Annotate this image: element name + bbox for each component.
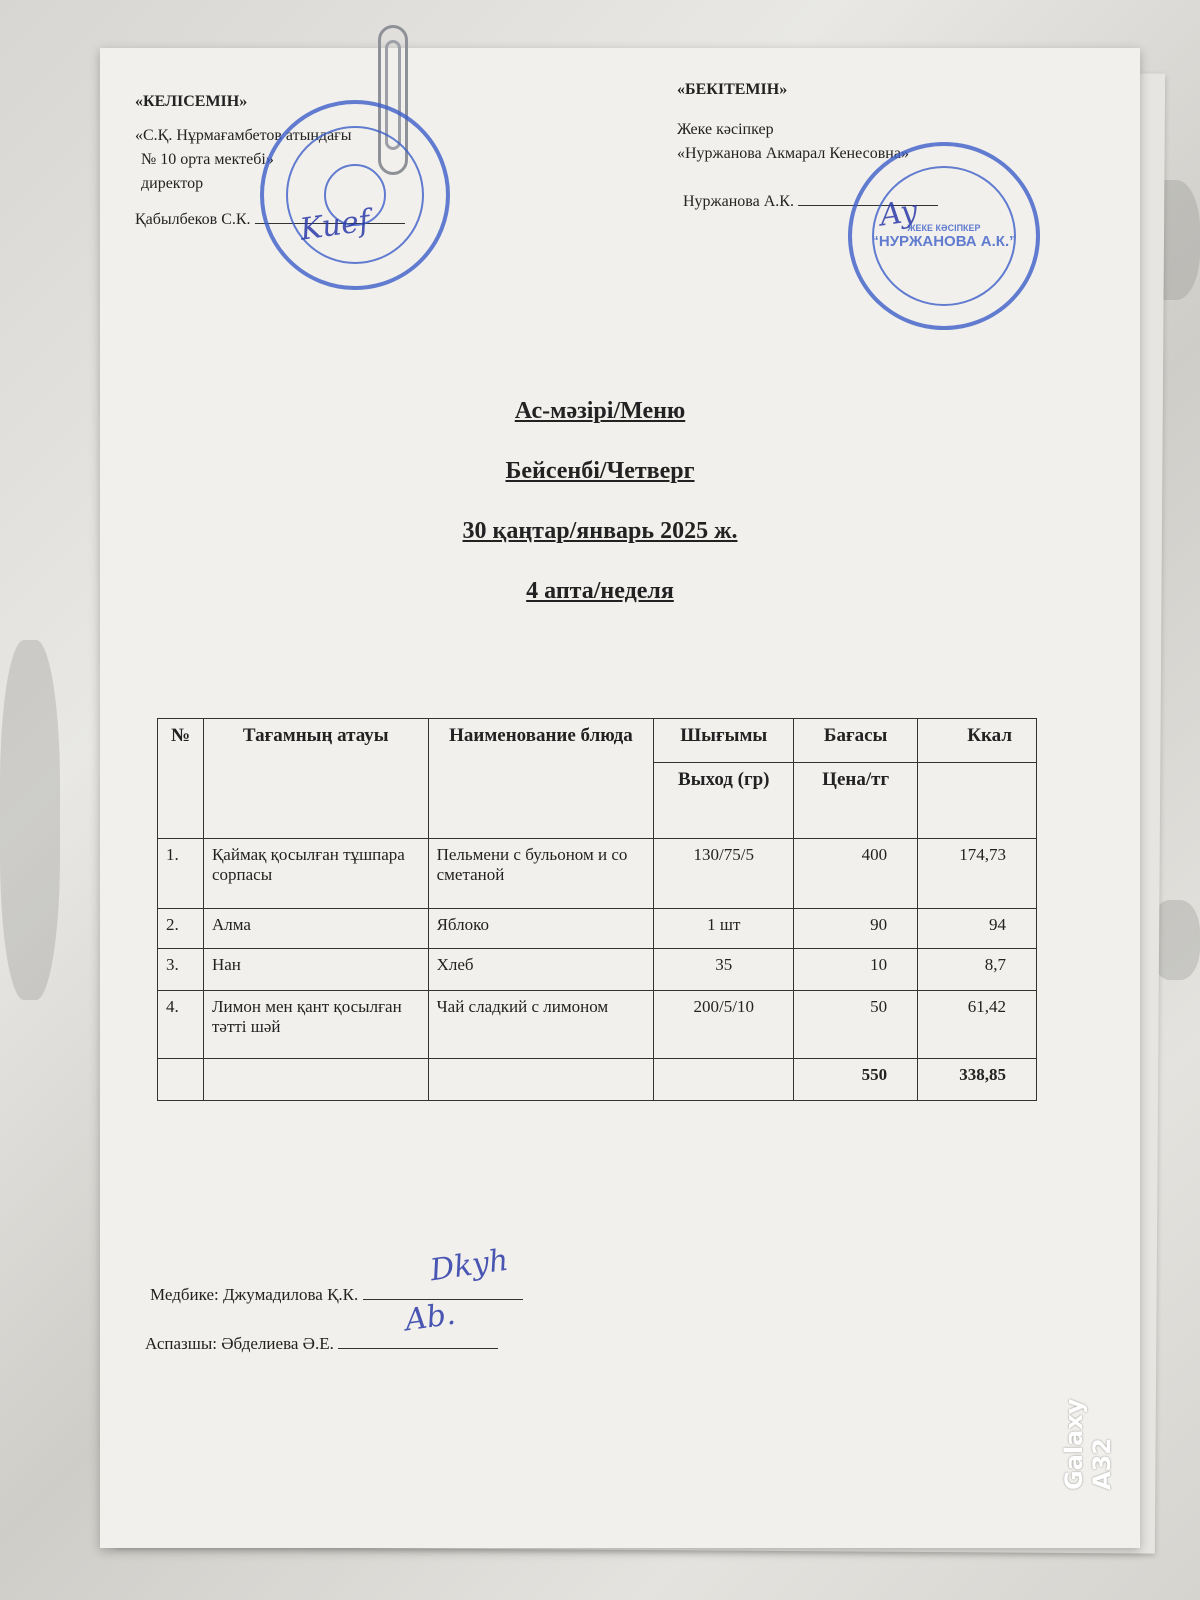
row-num: 2.: [158, 909, 204, 949]
col-yield-kz-header: Шығымы: [654, 719, 794, 763]
cook-signature-icon: Ab.: [402, 1296, 458, 1339]
row-kcal: 61,42: [918, 991, 1037, 1059]
col-price-ru-header: Цена/тг: [794, 763, 918, 839]
col-name-kz-header: Тағамның атауы: [203, 719, 428, 839]
table-row: [158, 949, 1037, 991]
menu-table: [157, 718, 1037, 1101]
approval-right-line: «Нуржанова Акмарал Кенесовна»: [677, 145, 909, 162]
approval-left-line: директор: [141, 175, 204, 192]
row-kcal: 94: [918, 909, 1037, 949]
approval-left-line: № 10 орта мектебі»: [141, 151, 274, 168]
total-price: 550: [794, 1059, 918, 1101]
col-kcal-sub-empty: [918, 763, 1037, 839]
nurse-signature-icon: Dkyh: [427, 1242, 511, 1289]
row-name-kz: Қаймақ қосылған тұшпара сорпасы: [203, 839, 428, 909]
total-empty: [654, 1059, 794, 1101]
approval-left-heading: «КЕЛІСЕМІН»: [135, 93, 248, 110]
approval-left-line: «С.Қ. Нұрмағамбетов атындағы: [135, 127, 352, 144]
row-name-kz: Алма: [203, 909, 428, 949]
table-total-row: [158, 1059, 1037, 1101]
approval-right-signer: Нуржанова А.К.: [677, 190, 938, 214]
col-yield-ru-header: Выход (гр): [654, 763, 794, 839]
row-yield: 1 шт: [654, 909, 794, 949]
row-price: 10: [794, 949, 918, 991]
row-name-kz: Нан: [203, 949, 428, 991]
row-name-ru: Чай сладкий с лимоном: [428, 991, 654, 1059]
total-empty: [158, 1059, 204, 1101]
total-kcal: 338,85: [918, 1059, 1037, 1101]
school-seal-icon: [260, 100, 450, 290]
menu-title: Ас-мәзірі/Меню: [514, 398, 686, 424]
row-yield: 35: [654, 949, 794, 991]
entrepreneur-seal-icon: [848, 142, 1040, 330]
row-name-ru: Пельмени с бульоном и со сметаной: [428, 839, 654, 909]
row-yield: 200/5/10: [654, 991, 794, 1059]
row-yield: 130/75/5: [654, 839, 794, 909]
col-kcal-header: Ккал: [918, 719, 1037, 763]
director-signature-icon: Kuef: [297, 203, 373, 248]
table-header-row: [158, 719, 1037, 763]
col-num-header: №: [158, 719, 204, 839]
row-num: 3.: [158, 949, 204, 991]
approval-right-line: Жеке кәсіпкер: [677, 121, 774, 138]
camera-watermark: Galaxy A32: [1060, 1398, 1116, 1490]
table-row: [158, 991, 1037, 1059]
marble-vein: [0, 640, 60, 1000]
approval-right-heading: «БЕКІТЕМІН»: [677, 81, 788, 98]
col-name-ru-header: Наименование блюда: [428, 719, 654, 839]
col-price-kz-header: Бағасы: [794, 719, 918, 763]
row-price: 90: [794, 909, 918, 949]
row-price: 50: [794, 991, 918, 1059]
menu-day: Бейсенбі/Четверг: [505, 458, 695, 484]
entrepreneur-signature-icon: Ay: [877, 193, 920, 234]
menu-titles: [100, 398, 1100, 638]
approval-left-signer: Қабылбеков С.К.: [135, 208, 405, 232]
row-num: 1.: [158, 839, 204, 909]
staff-cook: Аспазшы: Әбделиева Ә.Е.: [145, 1334, 498, 1354]
seal-name: ЖЕКЕ КӘСІПКЕР “НУРЖАНОВА А.К.”: [871, 222, 1017, 250]
row-name-kz: Лимон мен қант қосылған тәтті шәй: [203, 991, 428, 1059]
row-num: 4.: [158, 991, 204, 1059]
table-row: [158, 909, 1037, 949]
table-row: [158, 839, 1037, 909]
row-kcal: 174,73: [918, 839, 1037, 909]
row-price: 400: [794, 839, 918, 909]
total-empty: [428, 1059, 654, 1101]
menu-week: 4 апта/неделя: [526, 578, 674, 604]
row-name-ru: Хлеб: [428, 949, 654, 991]
total-empty: [203, 1059, 428, 1101]
row-kcal: 8,7: [918, 949, 1037, 991]
staff-nurse: Медбике: Джумадилова Қ.К.: [150, 1285, 523, 1305]
row-name-ru: Яблоко: [428, 909, 654, 949]
menu-date: 30 қаңтар/январь 2025 ж.: [462, 518, 738, 544]
